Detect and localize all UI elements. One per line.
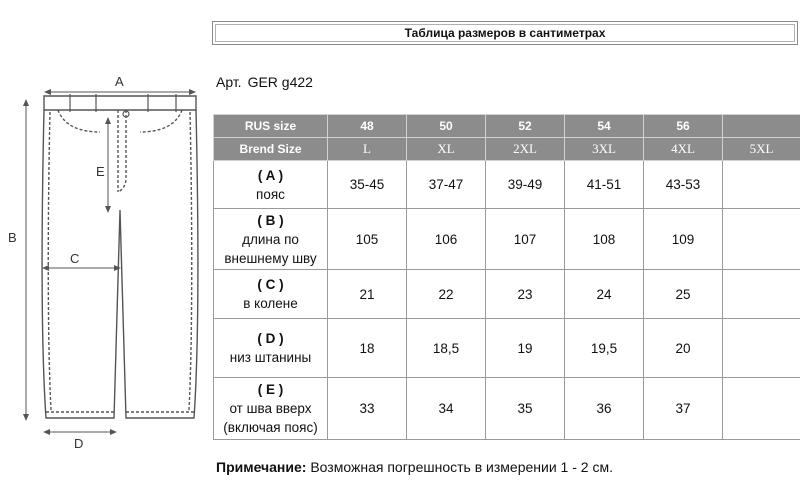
table-cell: 107 <box>486 209 565 270</box>
dimension-lines <box>26 92 193 432</box>
label-c: C <box>70 251 80 266</box>
page-title-text: Таблица размеров в сантиметрах <box>404 26 606 40</box>
row-code: ( E ) <box>257 382 284 397</box>
rus-size-cell: 50 <box>407 115 486 138</box>
label-b: B <box>8 230 17 245</box>
table-cell: 108 <box>565 209 644 270</box>
size-table <box>213 114 800 440</box>
row-text: от шва вверх <box>229 401 312 416</box>
footnote <box>216 459 613 475</box>
table-row <box>214 319 800 378</box>
table-cell: 41-51 <box>565 161 644 209</box>
table-cell: 25 <box>644 270 723 319</box>
table-cell: 106 <box>407 209 486 270</box>
table-cell: 18 <box>328 319 407 378</box>
table-cell <box>723 378 800 440</box>
table-cell: 36 <box>565 378 644 440</box>
row-code: ( C ) <box>257 277 284 292</box>
table-cell <box>723 209 800 270</box>
article-label: Арт. <box>216 74 242 90</box>
rus-size-cell: 48 <box>328 115 407 138</box>
table-cell: 37 <box>644 378 723 440</box>
table-row <box>214 209 800 270</box>
table-cell: 23 <box>486 270 565 319</box>
brand-size-cell: L <box>328 138 407 161</box>
table-cell: 33 <box>328 378 407 440</box>
table-cell: 35 <box>486 378 565 440</box>
row-label <box>214 270 328 319</box>
row-label <box>214 209 328 270</box>
rus-size-cell: 56 <box>644 115 723 138</box>
table-cell: 22 <box>407 270 486 319</box>
table-cell: 24 <box>565 270 644 319</box>
brand-size-cell: 4XL <box>644 138 723 161</box>
table-cell <box>723 270 800 319</box>
table-cell: 19 <box>486 319 565 378</box>
label-a: A <box>115 74 124 89</box>
table-row <box>214 270 800 319</box>
table-cell: 105 <box>328 209 407 270</box>
rus-size-cell <box>723 115 800 138</box>
rus-size-cell: 52 <box>486 115 565 138</box>
row-text: низ штанины <box>229 350 312 365</box>
label-e: E <box>96 164 105 179</box>
table-cell <box>723 161 800 209</box>
table-cell: 18,5 <box>407 319 486 378</box>
rus-size-row <box>214 115 800 138</box>
row-code: ( A ) <box>257 167 284 183</box>
table-cell: 19,5 <box>565 319 644 378</box>
article-value: GER g422 <box>247 74 313 90</box>
row-text: (включая пояс) <box>223 420 318 435</box>
row-label <box>214 319 328 378</box>
brand-size-label: Brend Size <box>214 138 328 161</box>
table-cell: 39-49 <box>486 161 565 209</box>
table-cell: 34 <box>407 378 486 440</box>
brand-size-cell: 5XL <box>723 138 800 161</box>
row-code: ( D ) <box>257 331 284 346</box>
table-row <box>214 378 800 440</box>
brand-size-cell: XL <box>407 138 486 161</box>
rus-size-label: RUS size <box>214 115 328 138</box>
table-cell: 43-53 <box>644 161 723 209</box>
row-text: внешнему шву <box>224 250 317 266</box>
brand-size-row <box>214 138 800 161</box>
table-cell: 37-47 <box>407 161 486 209</box>
row-text: длина по <box>242 231 299 247</box>
table-cell: 109 <box>644 209 723 270</box>
footnote-text: Возможная погрешность в измерении 1 - 2 см. <box>310 459 613 475</box>
page-title <box>212 21 798 45</box>
jeans-outline <box>42 96 198 418</box>
table-cell: 21 <box>328 270 407 319</box>
row-text: пояс <box>256 186 285 202</box>
rus-size-cell: 54 <box>565 115 644 138</box>
table-row <box>214 161 800 209</box>
article-number <box>216 74 319 90</box>
table-cell: 20 <box>644 319 723 378</box>
brand-size-cell: 2XL <box>486 138 565 161</box>
brand-size-cell: 3XL <box>565 138 644 161</box>
row-label <box>214 161 328 209</box>
row-code: ( B ) <box>257 212 284 228</box>
table-cell: 35-45 <box>328 161 407 209</box>
table-cell <box>723 319 800 378</box>
row-label <box>214 378 328 440</box>
footnote-label: Примечание: <box>216 459 307 475</box>
jeans-diagram <box>0 0 210 503</box>
label-d: D <box>74 436 84 451</box>
row-text: в колене <box>243 296 298 311</box>
